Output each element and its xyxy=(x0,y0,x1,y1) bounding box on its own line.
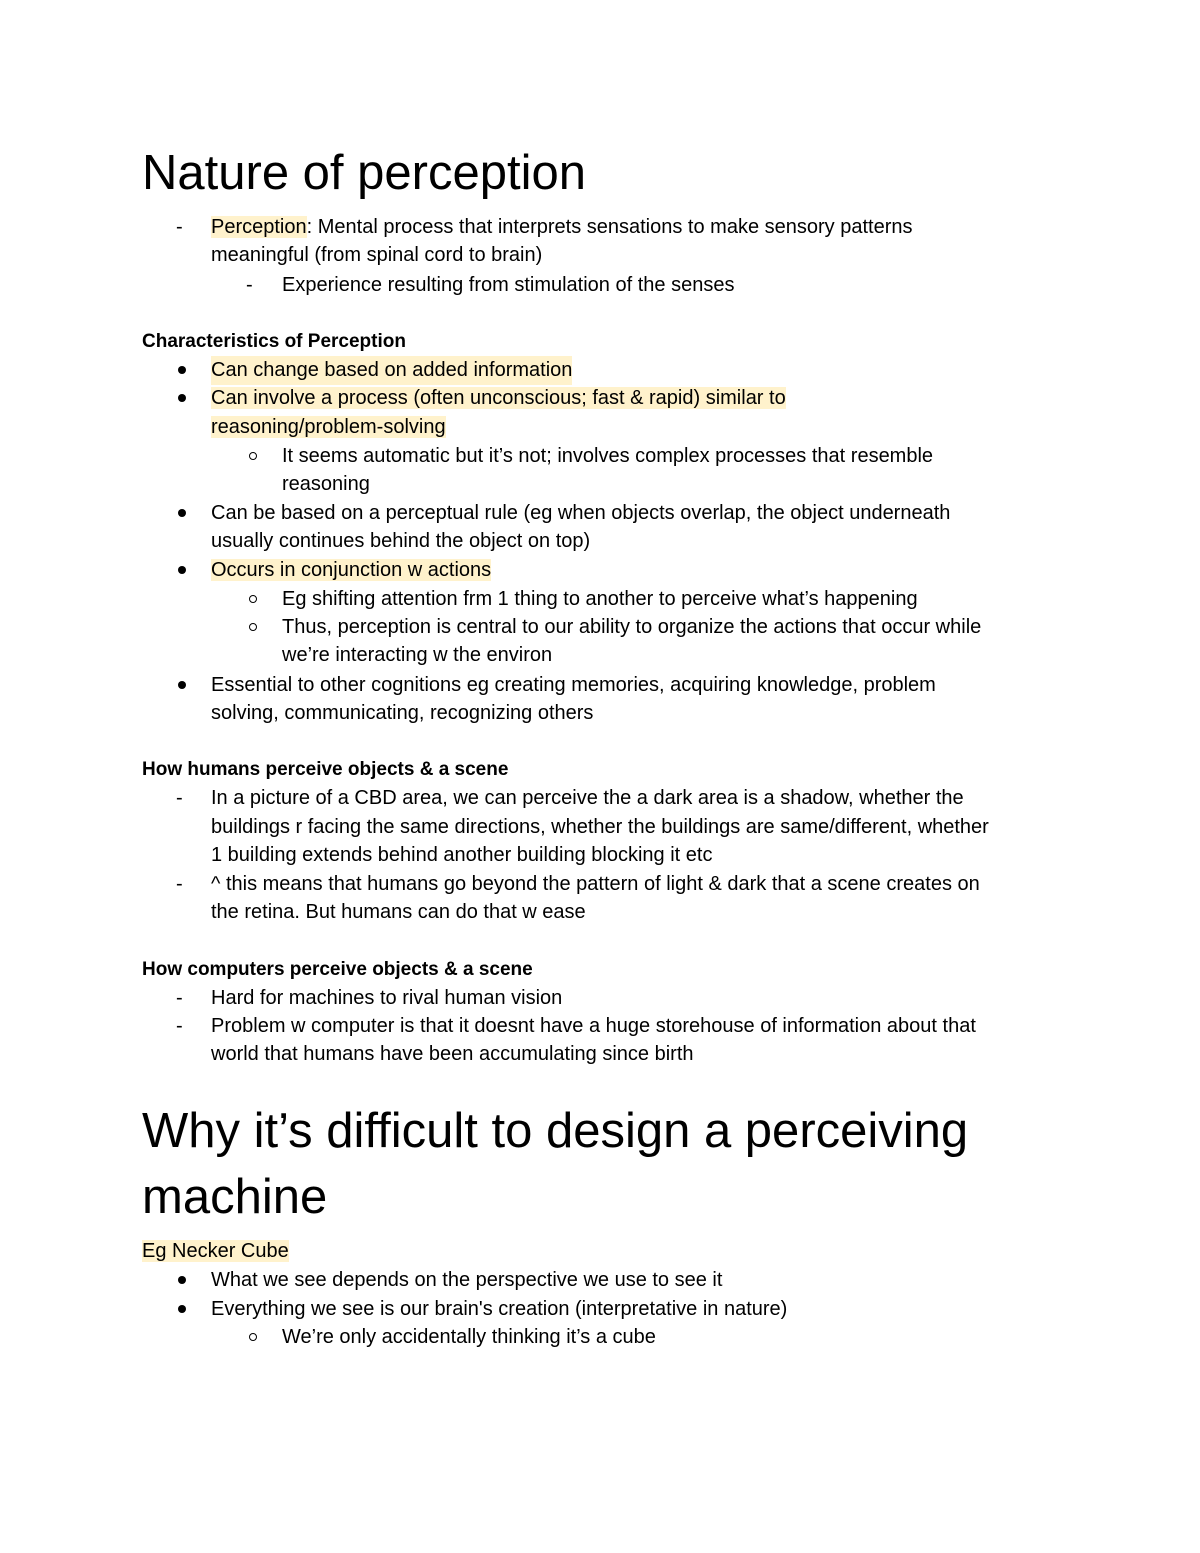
bullet-ring xyxy=(249,623,257,631)
sub-list-item: We’re only accidentally thinking it’s a cube xyxy=(282,1326,656,1348)
dash-marker: - xyxy=(176,987,183,1009)
list-item-continuation: 1 building extends behind another building blocking it etc xyxy=(211,844,713,866)
list-item: Can be based on a perceptual rule (eg when objects overlap, the object underneath xyxy=(211,502,951,524)
sub-list-item-continuation: we’re interacting w the environ xyxy=(282,644,553,666)
section-title-continuation: machine xyxy=(142,1170,328,1224)
sub-list-item-continuation: reasoning xyxy=(282,473,370,495)
dash-marker: - xyxy=(176,1015,183,1037)
bullet-dot xyxy=(178,566,186,574)
list-item: What we see depends on the perspective we use to see it xyxy=(211,1269,723,1291)
bullet-ring xyxy=(249,1333,257,1341)
list-item xyxy=(211,384,786,413)
list-item: ^ this means that humans go beyond the pattern of light & dark that a scene creates on xyxy=(211,873,980,895)
list-item: Essential to other cognitions eg creating memories, acquiring knowledge, problem xyxy=(211,674,936,696)
highlighted-term: Perception xyxy=(211,216,307,238)
list-item: Problem w computer is that it doesnt have a huge storehouse of information about that xyxy=(211,1015,976,1037)
bullet-dot xyxy=(178,681,186,689)
sub-list-item: Thus, perception is central to our ability to organize the actions that occur while xyxy=(282,616,982,638)
highlighted-text: Eg Necker Cube xyxy=(142,1240,289,1262)
list-item-continuation xyxy=(211,413,446,442)
heading-humans-perceive: How humans perceive objects & a scene xyxy=(142,759,509,780)
list-item: Hard for machines to rival human vision xyxy=(211,987,563,1009)
list-item: Everything we see is our brain's creation (interpretative in nature) xyxy=(211,1298,788,1320)
sub-list-item: It seems automatic but it’s not; involves complex processes that resemble xyxy=(282,445,934,467)
list-item: In a picture of a CBD area, we can perceive the a dark area is a shadow, whether the xyxy=(211,787,964,809)
list-item-continuation: usually continues behind the object on top) xyxy=(211,530,591,552)
subheading-necker-cube xyxy=(142,1237,289,1266)
section-title-difficult-design: Why it’s difficult to design a perceiving xyxy=(142,1104,969,1158)
heading-computers-perceive: How computers perceive objects & a scene xyxy=(142,959,533,980)
dash-marker: - xyxy=(246,274,253,296)
highlighted-text: Can involve a process (often unconscious; fast & rapid) similar to xyxy=(211,387,786,409)
list-item: Can change based on added information xyxy=(211,356,572,385)
list-item-continuation: meaningful (from spinal cord to brain) xyxy=(211,244,543,266)
list-item xyxy=(211,556,491,585)
heading-characteristics: Characteristics of Perception xyxy=(142,331,406,352)
dash-marker: - xyxy=(176,216,183,238)
list-item-continuation: solving, communicating, recognizing others xyxy=(211,702,594,724)
list-item-continuation: the retina. But humans can do that w ease xyxy=(211,901,586,923)
bullet-dot xyxy=(178,366,186,374)
bullet-dot xyxy=(178,509,186,517)
bullet-dot xyxy=(178,1276,186,1284)
bullet-dot xyxy=(178,1305,186,1313)
list-item xyxy=(211,213,912,242)
highlighted-text: Occurs in conjunction w actions xyxy=(211,559,492,581)
list-item-continuation: buildings r facing the same directions, whether the buildings are same/different, whether xyxy=(211,816,989,838)
dash-marker: - xyxy=(176,787,183,809)
highlighted-text: reasoning/problem-solving xyxy=(211,416,446,438)
bullet-ring xyxy=(249,595,257,603)
dash-marker: - xyxy=(176,873,183,895)
list-item-text: : Mental process that interprets sensations to make sensory patterns xyxy=(306,216,913,238)
bullet-dot xyxy=(178,394,186,402)
bullet-ring xyxy=(249,452,257,460)
sub-list-item: Eg shifting attention frm 1 thing to another to perceive what’s happening xyxy=(282,588,918,610)
list-item-continuation: world that humans have been accumulating since birth xyxy=(211,1043,694,1065)
sub-list-item: Experience resulting from stimulation of the senses xyxy=(282,274,735,296)
section-title-nature-of-perception: Nature of perception xyxy=(142,146,586,200)
